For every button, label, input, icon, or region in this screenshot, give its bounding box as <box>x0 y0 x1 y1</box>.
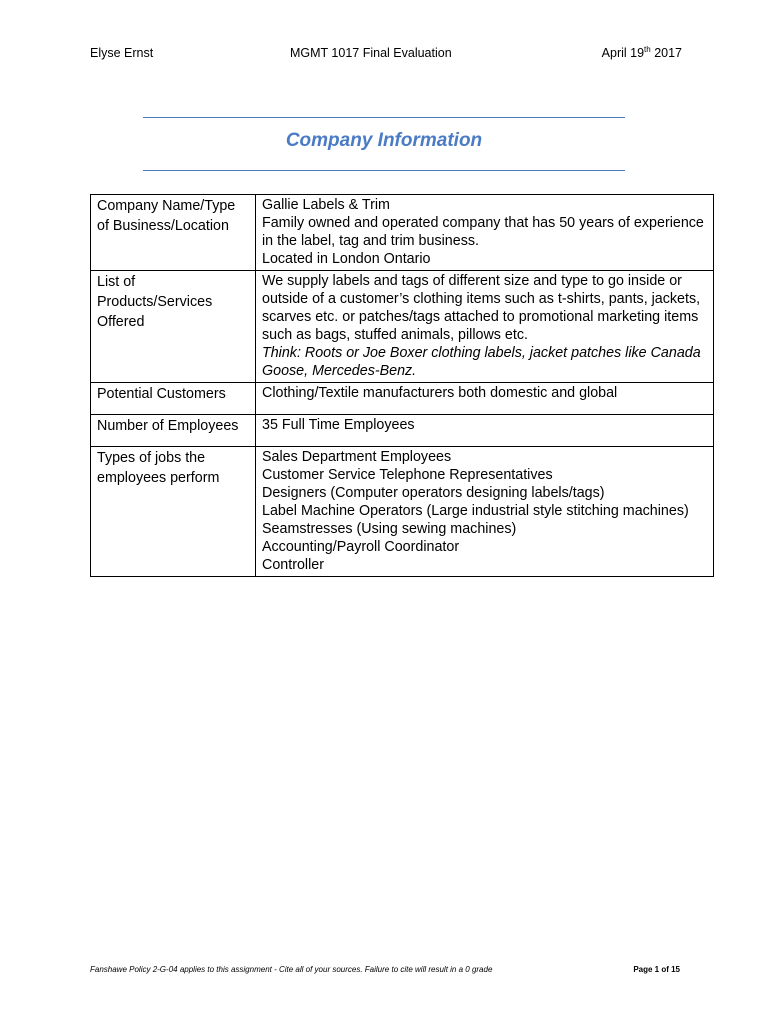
jobs-label: Types of jobs the employees perform <box>91 447 256 577</box>
table-row-jobs <box>91 447 714 577</box>
company-info-table <box>90 194 714 577</box>
course-title: MGMT 1017 Final Evaluation <box>290 46 452 60</box>
date-year: 2017 <box>650 46 682 60</box>
company-name: Gallie Labels & Trim <box>262 197 390 213</box>
table-row-products <box>91 271 714 383</box>
job-item: Label Machine Operators (Large industrial style stitching machines) <box>262 503 689 519</box>
products-value <box>256 271 714 383</box>
page-footer <box>90 965 682 979</box>
customers-value: Clothing/Textile manufacturers both domestic and global <box>256 383 714 415</box>
jobs-value <box>256 447 714 577</box>
company-label: Company Name/Type of Business/Location <box>91 195 256 271</box>
title-rule-bottom <box>143 170 625 171</box>
table-row-company <box>91 195 714 271</box>
products-examples: Think: Roots or Joe Boxer clothing labels, jacket patches like Canada Goose, Mercedes-Benz. <box>262 345 701 379</box>
customers-label: Potential Customers <box>91 383 256 415</box>
job-item: Accounting/Payroll Coordinator <box>262 539 460 555</box>
page-title: Company Information <box>285 130 483 151</box>
date-day: April 19 <box>601 46 645 60</box>
page-number: Page 1 of 15 <box>633 965 680 974</box>
document-date <box>602 46 682 60</box>
date-ordinal: th <box>644 45 651 54</box>
policy-notice: Fanshawe Policy 2-G-04 applies to this assignment - Cite all of your sources. Failure to cite will result in a 0 grade <box>90 965 493 974</box>
job-item: Designers (Computer operators designing labels/tags) <box>262 485 605 501</box>
page-header <box>90 46 682 66</box>
employees-value: 35 Full Time Employees <box>256 415 714 447</box>
job-item: Sales Department Employees <box>262 449 452 465</box>
company-value <box>256 195 714 271</box>
table-row-customers <box>91 383 714 415</box>
company-location: Located in London Ontario <box>262 251 431 267</box>
job-item: Customer Service Telephone Representatives <box>262 467 553 483</box>
company-description: Family owned and operated company that has 50 years of experience in the label, tag and trim business. <box>262 215 704 249</box>
table-row-employees <box>91 415 714 447</box>
title-rule-top <box>143 117 625 118</box>
author-name: Elyse Ernst <box>90 46 154 60</box>
job-item: Seamstresses (Using sewing machines) <box>262 521 517 537</box>
employees-label: Number of Employees <box>91 415 256 447</box>
products-description: We supply labels and tags of different size and type to go inside or outside of a customer’s clothing items such as t-shirts, pants, jackets, scarves etc. or patches/tags attached to promotional marketing items such as bags, stuffed animals, pillows etc. <box>262 273 701 343</box>
job-item: Controller <box>262 557 324 573</box>
products-label: List of Products/Services Offered <box>91 271 256 383</box>
